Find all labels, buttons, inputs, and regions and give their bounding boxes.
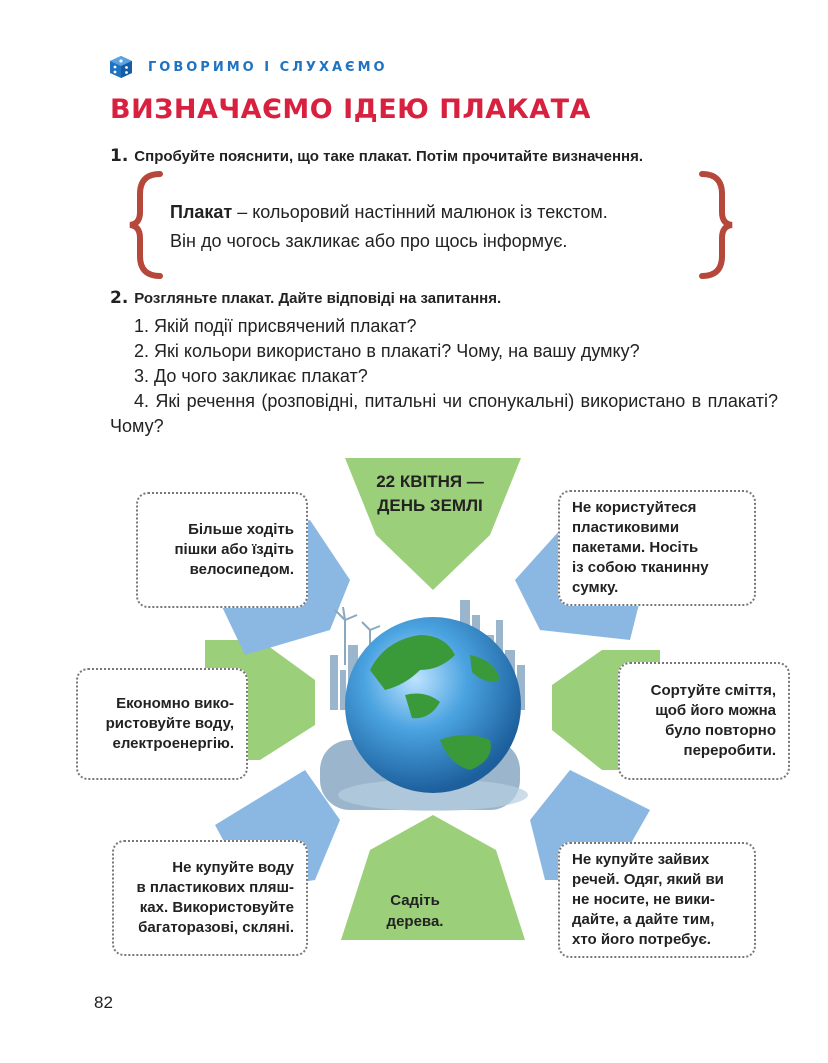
- definition-term: Плакат: [170, 202, 233, 222]
- note-line: сумку.: [572, 579, 619, 596]
- note-line: Економно вико-: [116, 695, 234, 712]
- cube-dice-icon: [108, 54, 134, 80]
- note-line: ристовуйте воду,: [105, 715, 234, 732]
- definition-line1: – кольоровий настінний малюнок із текстом.: [232, 202, 608, 222]
- note-line: Більше ходіть: [188, 521, 294, 538]
- note-line: не носите, не вики-: [572, 891, 715, 908]
- note-line: Садіть: [390, 892, 440, 909]
- page-number: 82: [94, 993, 113, 1012]
- note-line: пакетами. Носіть: [572, 539, 699, 556]
- note-line: Не користуйтеся: [572, 499, 697, 516]
- note-plant-trees: [365, 890, 465, 932]
- note-extra-things: [558, 842, 756, 958]
- note-line: ках. Використовуйте: [139, 899, 294, 916]
- page-title: ВИЗНАЧАЄМО ІДЕЮ ПЛАКАТА: [110, 94, 591, 125]
- note-line: дайте, а дайте тим,: [572, 911, 715, 928]
- question-list: [110, 314, 778, 439]
- note-line: речей. Одяг, який ви: [572, 871, 724, 888]
- task-1: [110, 146, 643, 166]
- definition-line2: Він до чогось закликає або про щось інформує.: [170, 231, 568, 251]
- note-line: велосипедом.: [189, 561, 294, 578]
- note-line: щоб його можна: [655, 702, 776, 719]
- question-4: 4. Які речення (розповідні, питальні чи спонукальні) використано в плакаті? Чому?: [110, 391, 778, 436]
- definition-text: [170, 198, 608, 256]
- note-save-water: [76, 668, 248, 780]
- note-line: пластиковими: [572, 519, 680, 536]
- note-line: переробити.: [683, 742, 776, 759]
- note-line: Не купуйте зайвих: [572, 851, 710, 868]
- question-2: 2. Які кольори використано в плакаті? Чому, на вашу думку?: [134, 341, 640, 361]
- poster-title-line2: ДЕНЬ ЗЕМЛІ: [377, 496, 483, 515]
- note-line: пішки або їздіть: [174, 541, 294, 558]
- note-sort-waste: [618, 662, 790, 780]
- note-line: Сортуйте сміття,: [650, 682, 776, 699]
- section-header: [108, 54, 388, 80]
- question-3: 3. До чого закликає плакат?: [134, 366, 368, 386]
- note-line: електроенергію.: [112, 735, 234, 752]
- note-plastic-bags: [558, 490, 756, 606]
- note-line: в пластикових пляш-: [136, 879, 294, 896]
- note-line: було повторно: [665, 722, 776, 739]
- poster-title-line1: 22 КВІТНЯ —: [376, 472, 484, 491]
- task-1-number: 1.: [110, 146, 129, 166]
- task-1-text: Спробуйте пояснити, що таке плакат. Потім прочитайте визначення.: [134, 148, 644, 165]
- task-2: [110, 288, 501, 308]
- poster-title: [350, 470, 510, 518]
- right-brace: [696, 170, 736, 280]
- task-2-number: 2.: [110, 288, 129, 308]
- question-1: 1. Якій події присвячений плакат?: [134, 316, 417, 336]
- note-walk-bike: [136, 492, 308, 608]
- left-brace: [126, 170, 166, 280]
- note-line: дерева.: [386, 913, 444, 930]
- section-label: ГОВОРИМО І СЛУХАЄМО: [148, 59, 388, 75]
- note-line: із собою тканинну: [572, 559, 709, 576]
- note-line: багаторазові, скляні.: [138, 919, 294, 936]
- task-2-text: Розгляньте плакат. Дайте відповіді на запитання.: [134, 290, 502, 307]
- note-plastic-bottles: [112, 840, 308, 956]
- note-line: Не купуйте воду: [172, 859, 294, 876]
- note-line: хто його потребує.: [572, 931, 711, 948]
